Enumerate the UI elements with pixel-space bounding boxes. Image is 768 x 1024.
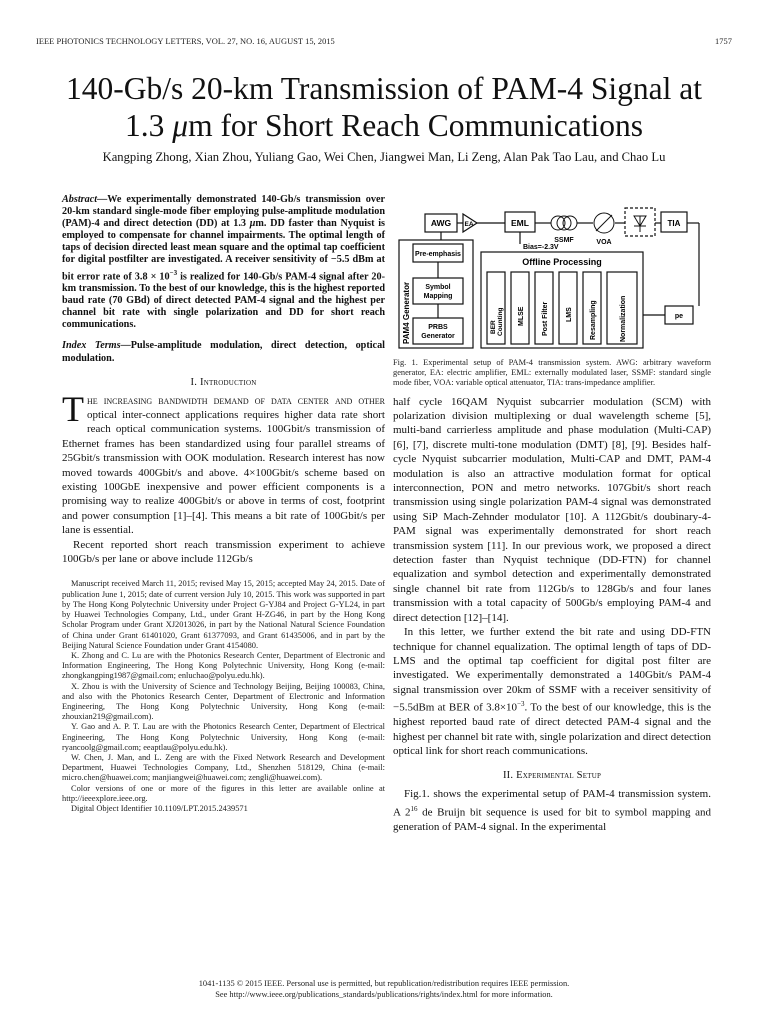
abstract [62, 194, 385, 331]
copyright-notice [36, 978, 732, 1000]
footnote-doi: Digital Object Identifier 10.1109/LPT.2015.2439571 [71, 803, 248, 813]
footnote-manuscript: Manuscript received March 11, 2015; revised May 15, 2015; accepted May 24, 2015. Date of publication June 1, 2015; date of current version July 10, 2015. This work was supported in part by The Hong Kong Polytechnic University under Project G-YJ84 and Project G-YL24, in part by Huawei Technologies Company, Ltd., under Grant H-ZG46, in part by the Hong Kong Scholar Program under Grant XJ2013026, in part by the National Natural Science Foundation of China under Grant 61401020, Grant 61377093, and Grant 61435006, and in part by the Beijing Natural Science Foundation under Grant 4154080. [62, 579, 385, 650]
footnote-affiliation-zhong-lu: K. Zhong and C. Lu are with the Photonics Research Center, Department of Electronic and Information Engineering, The Hong Kong Polytechnic University, Hong Kong (e-mail: zhongkangping1987@gmail.com; enluchao@polyu.edu.hk). [62, 650, 385, 681]
ea-label: EA [464, 221, 474, 228]
offline-processing-label: Offline Processing [522, 257, 602, 267]
title-line-2-prefix: 1.3 [125, 108, 173, 143]
abstract-text-c: is realized for 140-Gb/s PAM-4 signal after 20-km transmission. To the best of our knowledge, this is the highest reported baud rate (70 GBd) of direct detected PAM-4 signal and the highest per channel bit rate with single polarization and DD for short reach communications. [62, 270, 385, 331]
right-paragraph-2 [393, 625, 711, 758]
abstract-lead: Abstract— [62, 194, 108, 205]
footnote-affiliation-gao-lau: Y. Gao and A. P. T. Lau are with the Photonics Research Center, Department of Electrical Engineering, The Hong Kong Polytechnic University, Hong Kong (e-mail: ryancoolg@gmail.com; eeaptlau@polyu.edu.hk). [62, 722, 385, 752]
para3-part-a: Fig.1. shows the experimental setup of PAM-4 transmission system. A 2 [393, 788, 711, 819]
bias-label: Bias=-2.3V [523, 244, 559, 251]
title-line-1: 140-Gb/s 20-km Transmission of PAM-4 Signal at [66, 71, 702, 106]
abstract-mu: μ [249, 218, 256, 230]
right-paragraph-1: half cycle 16QAM Nyquist subcarrier modulation (SCM) with polarization division multiplexing or dual wavelength scheme [5], multi-band carrierless amplitude and phase modulation (Multi-CAP) [6], [7], discrete multi-tone modulation (DMT) [8], [9]. Besides half-cycle Nyquist subcarrier modulation, Multi-CAP and DMT, PAM-4 modulation is also an attractive modulation format for optical interconnection, PON and metro networks. 107Gbit/s short reach transmission using single polarization PAM-4 signal was demonstrated using SiP Mach-Zehnder modulator [10]. A 112Gbit/s doubinary-4-PAM signal was experimentally demonstrated for short reach transmission system [11]. In our previous work, we proposed a direct detection faster than Nyquist technique (DD-FTN) for channel equalization and symbol detection and experimentally demonstrated single channel bit rate from 112Gb/s to 128Gb/s and four lanes transmission with a total capacity of 500Gb/s employing PAM-4 and direct detection [12]–[14]. [393, 395, 711, 624]
awg-label: AWG [430, 218, 452, 228]
counting-label: Counting [497, 307, 504, 336]
post-filter-label: Post Filter [542, 301, 549, 336]
mapping-label: Mapping [423, 293, 453, 300]
page-number: 1757 [715, 37, 732, 46]
prbs-label: PRBS [428, 324, 448, 331]
attenuator-icon [594, 213, 614, 233]
ssmf-label: SSMF [554, 237, 574, 244]
paper-title [36, 70, 732, 144]
symbol-label: Symbol [425, 284, 451, 291]
right-column [393, 194, 711, 834]
figure-1-diagram [393, 194, 711, 352]
footnote-affiliation-zhou: X. Zhou is with the University of Science and Technology Beijing, Beijing 100083, China, and also with the Photonics Research Center, Department of Electronic and Information Engineering, The Hong Kong Polytechnic University, Hong Kong (e-mail: zhouxian219@gmail.com). [62, 681, 385, 722]
voa-label: VOA [596, 239, 612, 246]
tia-label: TIA [667, 219, 681, 228]
setup-diagram [393, 194, 711, 352]
intro-para1-rest: optical inter-connect applications requires higher data rate short reach optical communication systems. 100Gbit/s transmission of Ethernet frames has been standardized using four parallel streams of 25Gbit/s transmission with OOK modulation. Research interest has now moved towards 400Gbit/s and above. 4×100Gbit/s scheme based on existing 100GbE inexpensive and power efficient components is a promising way to realize 400Gbit/s or above in terms of cost, footprint and power consumption [1]–[4]. This means a bit rate of 100Gbit/s per lane is essential. [62, 409, 385, 537]
section-title-introduction: I. Introduction [190, 376, 257, 388]
title-mu-symbol: μ [172, 108, 189, 143]
footnote-separator [62, 573, 385, 574]
intro-paragraph-2: Recent reported short reach transmission experiment to achieve 100Gb/s per lane or above include 112Gb/s [62, 538, 385, 566]
title-line-2-suffix: m for Short Reach Communications [188, 108, 643, 143]
left-column [62, 194, 385, 814]
para3-part-b: de Bruijn bit sequence is used for bit to symbol mapping and generation of PAM-4 signal. In the experimental [393, 806, 711, 833]
copyright-line-2: See http://www.ieee.org/publications_standards/publications/rights/index.html for more information. [215, 990, 553, 999]
prbs-generator-box [413, 318, 463, 344]
generator-label: Generator [421, 333, 455, 340]
abstract-text-a: We experimentally demonstrated 140-Gb/s transmission over 20-km standard single-mode fiber employing pulse-amplitude modulation (PAM)-4 and direct detection (DD) at 1.3 [62, 194, 385, 230]
intro-paragraph-1 [62, 388, 385, 538]
para2-part-a: In this letter, we further extend the bit rate and using DD-FTN technique for channel equalization. The optimal length of taps of DD-LMS and the optimal tap coefficient for digital post filter are investigated. We experimentally demonstrated a 140Gbit/s PAM-4 signal transmission over 20km of SSMF with a receiver sensitivity of −5.5dBm at BER of 3.8×10 [393, 626, 711, 714]
para2-exponent: −3 [517, 700, 525, 709]
eml-label: EML [511, 218, 529, 228]
index-terms-lead: Index Terms— [62, 340, 131, 352]
abstract-exponent: −3 [169, 268, 178, 277]
right-paragraph-3 [393, 787, 711, 834]
index-terms [62, 340, 385, 364]
figure-1-caption: Fig. 1. Experimental setup of PAM-4 transmission system. AWG: arbitrary waveform generator, EA: electric amplifier, EML: externally modulated laser, SSMF: standard single mode fiber, VOA: variable optical attenuator, TIA: trans-impedance amplifier. [393, 358, 711, 388]
pre-emphasis-label: Pre-emphasis [415, 251, 461, 258]
author-list: Kangping Zhong, Xian Zhou, Yuliang Gao, Wei Chen, Jiangwei Man, Li Zeng, Alan Pak Tao Lau, and Chao Lu [102, 150, 666, 164]
intro-smallcaps: he increasing bandwidth demand of data center and other [87, 394, 385, 407]
footnote-affiliation-chen-man-zeng: W. Chen, J. Man, and L. Zeng are with the Fixed Network Research and Development Department, Huawei Technologies Company, Ltd., Shenzhen 518129, China (e-mail: micro.chen@huawei.com; manjiangwei@huawei.com; zengli@huawei.com). [62, 752, 385, 783]
normalization-label: Normalization [620, 295, 627, 342]
para3-exponent: 16 [410, 804, 418, 813]
pam4-generator-label: PAM4 Generator [402, 281, 411, 344]
drop-cap: T [62, 388, 84, 429]
title-line-2 [36, 107, 732, 144]
section-title-experimental-setup: II. Experimental Setup [502, 770, 602, 782]
fiber-spool-icon [551, 216, 577, 230]
para2-part-b: . To the best of our knowledge, this is the highest reported baud rate of direct detected PAM-4 signal and the highest per channel bit rate with, single polarization and direct detection optical link for short reach communications. [393, 701, 712, 758]
symbol-mapping-box [413, 278, 463, 304]
running-header [36, 37, 732, 46]
resampling-label: Resampling [590, 300, 597, 340]
footnote-color-versions: Color versions of one or more of the figures in this letter are available online at http://ieeexplore.ieee.org. [62, 783, 385, 803]
lms-label: LMS [566, 307, 573, 322]
pe-label: pe [674, 313, 684, 320]
copyright-line-1: 1041-1135 © 2015 IEEE. Personal use is permitted, but republication/redistribution requires IEEE permission. [198, 979, 570, 988]
ber-label: BER [490, 320, 497, 334]
journal-info: IEEE PHOTONICS TECHNOLOGY LETTERS, VOL. 27, NO. 16, AUGUST 15, 2015 [36, 37, 335, 46]
index-terms-text: Pulse-amplitude modulation, direct detection, optical modulation. [62, 340, 385, 364]
mlse-label: MLSE [518, 306, 525, 326]
photodiode-icon [634, 216, 646, 232]
abstract-text-b: m. DD faster than Nyquist is employed to compensate for channel impairments. The optimal length of taps of decision directed least mean square and the optimal tap coefficient for digital postfilter are investigated. A receiver sensitivity of −5.5 dBm at bit error rate of 3.8 × 10 [62, 218, 385, 282]
footnotes [62, 579, 385, 814]
